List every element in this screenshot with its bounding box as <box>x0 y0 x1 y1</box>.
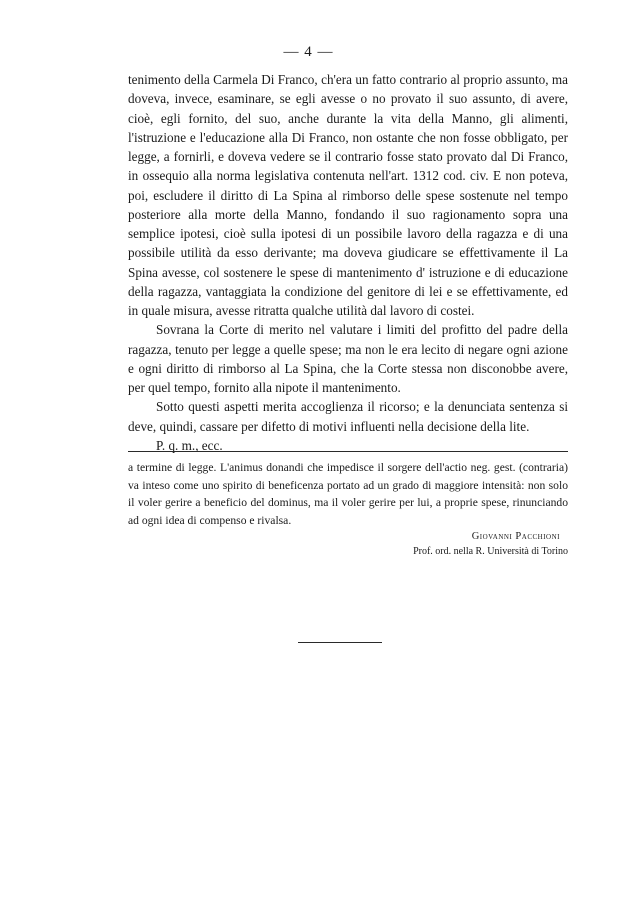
signature <box>128 529 568 559</box>
paragraph: tenimento della Carmela Di Franco, ch'era un fatto contrario al proprio assunto, ma doveva, invece, esaminare, se egli avesse o no provato il suo assunto, di avere, cioè, egli fornito, del suo, anche durante la vita della Manno, gli alimenti, l'istruzione e l'educazione alla Di Franco, non ostante che non fosse obbligato, per legge, a fornirli, e doveva vedere se il contrario fosse stato provato dal Di Franco, in ossequio alla norma legislativa contenuta nell'art. 1312 cod. civ. E non poteva, poi, escludere il diritto di La Spina al rimborso delle spese sostenute nel tempo posteriore alla morte della Manno, fondando il suo ragionamento sopra una semplice ipotesi, cioè sulla ipotesi di un possibile lavoro della ragazza e di una possibile utilità da esso derivante; ma doveva giudicare se effettivamente il La Spina avesse, col sostenere le spese di mantenimento d' istruzione e di educazione della ragazza, vantaggiata la condizione del genitore di lei e se effettivamente, ed in quale misura, avesse ritratta qualche utilità dal lavoro di costei. <box>128 72 568 318</box>
closing-formula: P. q. m., ecc. <box>156 437 223 453</box>
footnote <box>128 459 568 529</box>
author-affiliation: Prof. ord. nella R. Università di Torino <box>413 546 568 557</box>
paragraph: Sotto questi aspetti merita accoglienza il ricorso; e la denunciata sentenza si deve, quindi, cassare per difetto di motivi influenti nella decisione della lite. <box>128 399 568 434</box>
author-name: Giovanni Pacchioni <box>471 531 560 542</box>
body-text <box>128 70 568 455</box>
paragraph: Sovrana la Corte di merito nel valutare i limiti del profitto del padre della ragazza, tenuto per legge a quelle spese; ma non le era lecito di negare ogni azione e ogni diritto di rimborso al La Spina, che la Corte stessa non disconobbe avere, per quel tempo, fornito alla nipote il mantenimento. <box>128 322 568 395</box>
footnote-separator <box>128 451 568 452</box>
end-rule <box>298 642 382 643</box>
footnote-text: a termine di legge. L'animus donandi che impedisce il sorgere dell'actio neg. gest. (contraria) va inteso come uno spirito di beneficenza portato ad un grado di maggiore intensità: non solo il voler gerire a beneficio del dominus, ma il voler gerire per lui, a proprie spese, rinunciando ad ogni idea di compenso e rivalsa. <box>128 461 568 527</box>
page-number: — 4 — <box>283 44 334 60</box>
